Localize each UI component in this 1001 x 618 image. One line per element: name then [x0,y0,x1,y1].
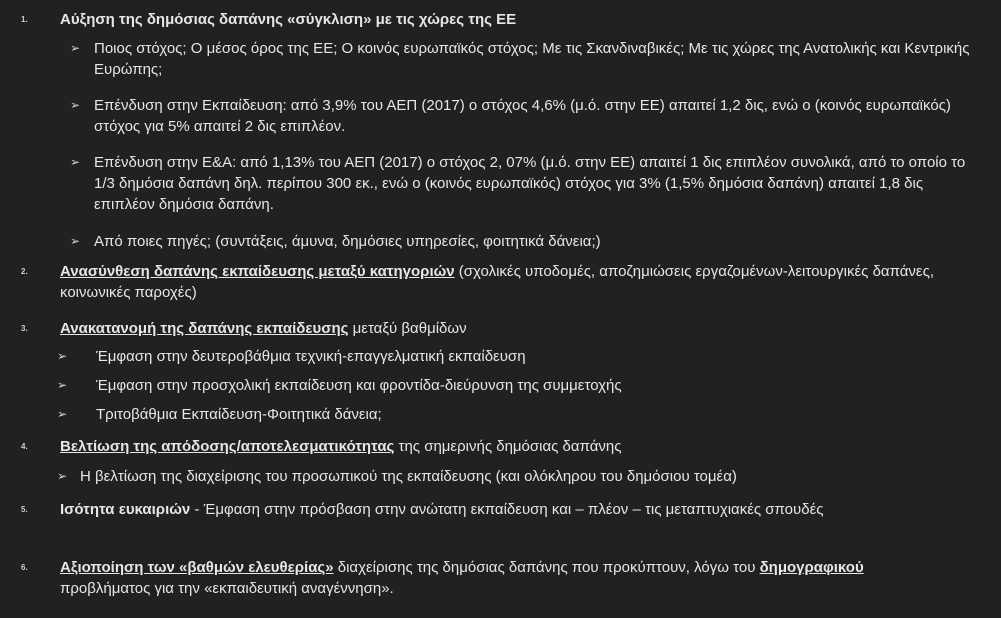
item-title [60,318,990,339]
item-title [60,499,950,520]
item-number: 2. [21,267,28,276]
item-title [60,557,940,599]
item-number: 3. [21,324,28,333]
item-title-rest: διαχείρισης της δημόσιας δαπάνης που προκύπτουν, λόγω του [333,559,756,576]
bullet-text: Επένδυση στην Ε&Α: από 1,13% του ΑΕΠ (2017) ο στόχος 2, 07% (μ.ό. στην ΕΕ) απαιτεί 1 δις επιπλέον συνολικά, από το οποίο το 1/3 δημόσια δαπάνη δηλ. περίπου 300 εκ., ενώ ο (κοινός ευρωπαϊκός) στόχος για 3% (1,5% δημόσια δαπάνη) απαιτεί 1,8 δις επιπλέον δημόσια δαπάνη. [94,154,966,213]
item-title: Αύξηση της δημόσιας δαπάνης «σύγκλιση» με τις χώρες της ΕΕ [60,11,517,28]
arrow-right-icon: ➢ [57,407,68,421]
item-title-bold: Ισότητα ευκαιριών [60,501,191,518]
bullet-text: Ποιος στόχος; Ο μέσος όρος της ΕΕ; Ο κοινός ευρωπαϊκός στόχος; Με τις Σκανδιναβικές; Με τις χώρες της Ανατολικής και Κεντρικής Ευρώπης; [94,40,970,78]
item-title-rest: - Έμφαση στην πρόσβαση στην ανώτατη εκπαίδευση και – πλέον – τις μεταπτυχιακές σπουδές [190,501,824,518]
bullet-text: Από ποιες πηγές; (συντάξεις, άμυνα, δημόσιες υπηρεσίες, φοιτητικά δάνεια;) [94,233,601,250]
item-title-bold: Ανακατανομή της δαπάνης εκπαίδευσης [60,320,349,337]
item-title-rest-2: προβλήματος για την «εκπαιδευτική αναγέννηση». [60,580,394,597]
arrow-right-icon: ➢ [70,98,81,112]
item-title-rest: της σημερινής δημόσιας δαπάνης [394,438,622,455]
item-title-bold-2: δημογραφικού [759,559,864,576]
item-number: 4. [21,442,28,451]
item-title-bold: Αξιοποίηση των «βαθμών ελευθερίας» [60,559,334,576]
arrow-right-icon: ➢ [57,349,68,363]
item-title-rest: μεταξύ βαθμίδων [348,320,467,337]
bullet-text: Επένδυση στην Εκπαίδευση: από 3,9% του ΑΕΠ (2017) ο στόχος 4,6% (μ.ό. στην ΕΕ) απαιτεί 1,2 δις, ενώ ο (κοινός ευρωπαϊκός) στόχος για 5% απαιτεί 2 δις επιπλέον. [94,97,951,135]
item-title [60,261,950,303]
item-number: 5. [21,505,28,514]
item-title-bold: Βελτίωση της απόδοσης/αποτελεσματικότητας [60,438,395,455]
arrow-right-icon: ➢ [57,469,68,483]
arrow-right-icon: ➢ [70,234,81,248]
bullet-text: Τριτοβάθμια Εκπαίδευση-Φοιτητικά δάνεια; [96,406,382,423]
item-title-bold: Ανασύνθεση δαπάνης εκπαίδευσης μεταξύ κατηγοριών [60,263,455,280]
bullet-text: Έμφαση στην δευτεροβάθμια τεχνική-επαγγελματική εκπαίδευση [96,348,526,365]
item-title-rest: (σχολικές υποδομές, αποζημιώσεις εργαζομένων-λειτουργικές δαπάνες, κοινωνικές παροχές) [60,263,934,301]
arrow-right-icon: ➢ [70,155,81,169]
bullet-text: Η βελτίωση της διαχείρισης του προσωπικού της εκπαίδευσης (και ολόκληρου του δημόσιου τομέα) [80,468,737,485]
item-title [60,436,990,457]
bullet-text: Έμφαση στην προσχολική εκπαίδευση και φροντίδα-διεύρυνση της συμμετοχής [96,377,622,394]
arrow-right-icon: ➢ [57,378,68,392]
item-number: 1. [21,15,28,24]
arrow-right-icon: ➢ [70,41,81,55]
item-number: 6. [21,563,28,572]
